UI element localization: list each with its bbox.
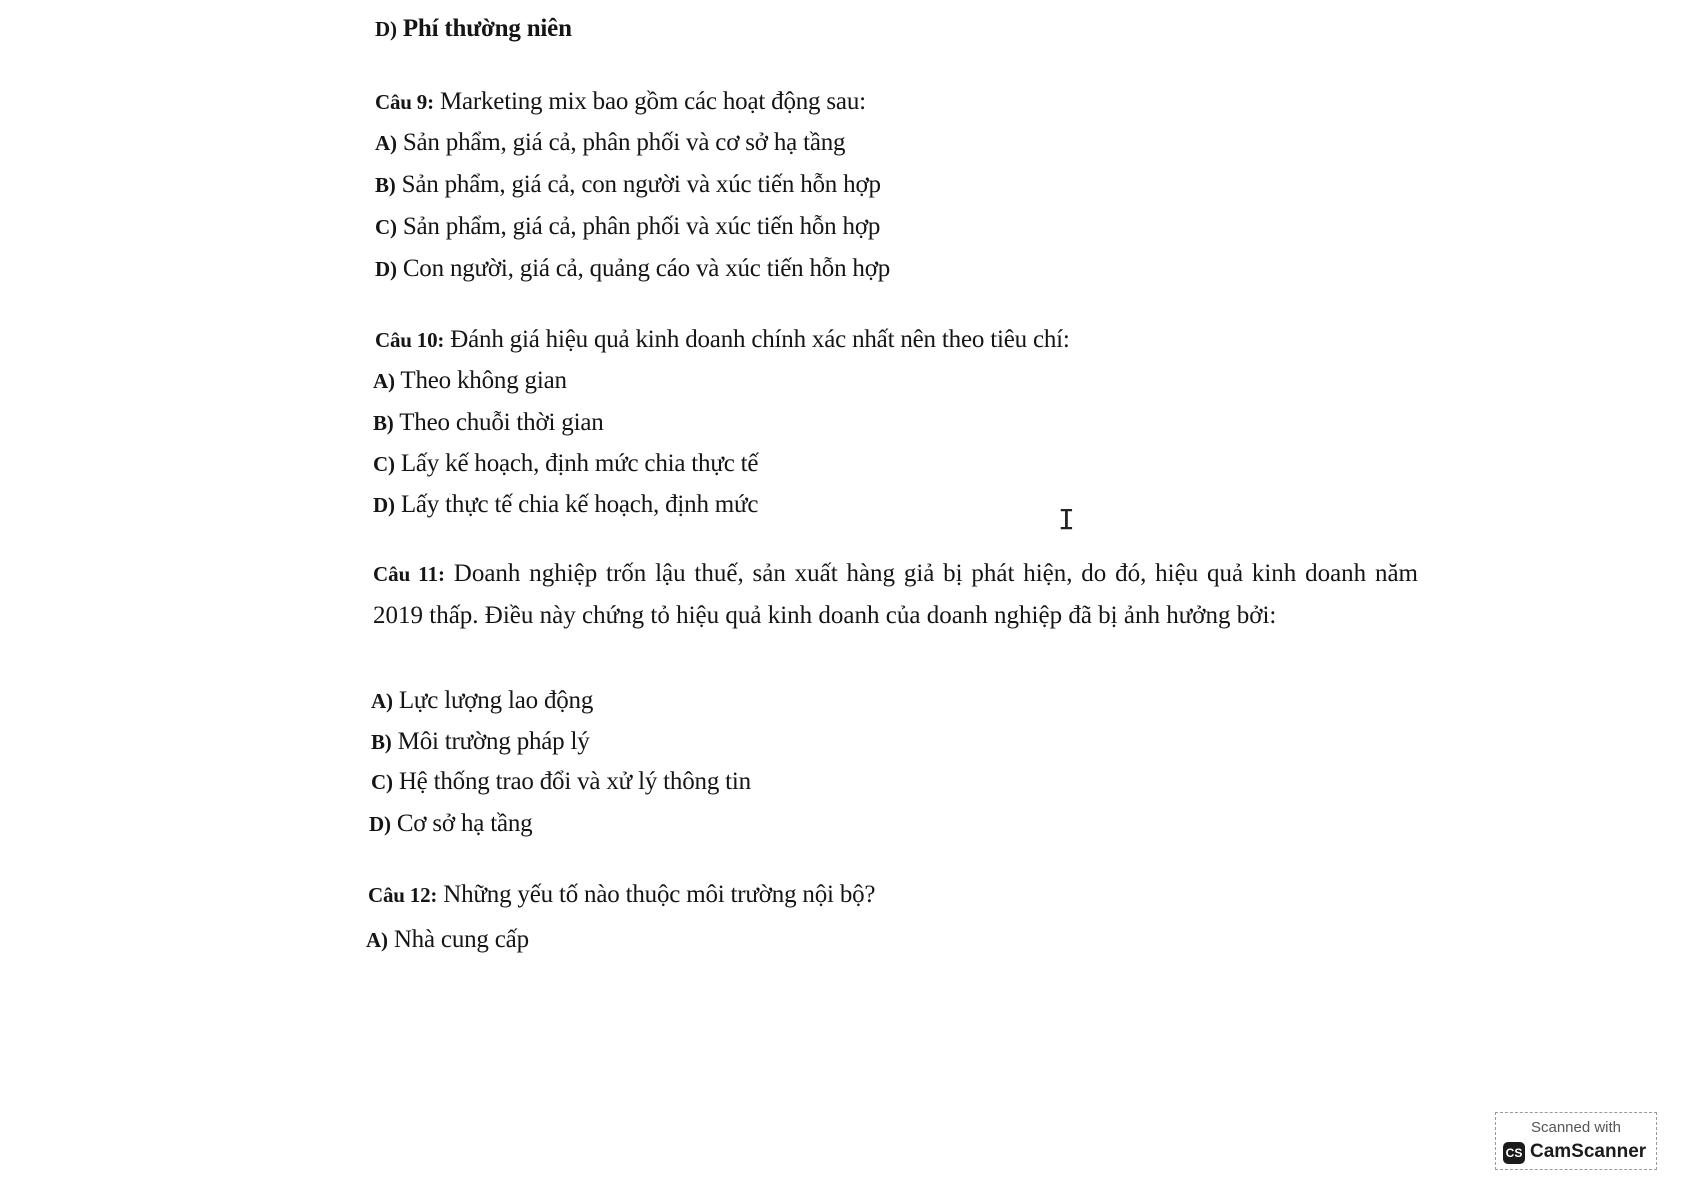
question-9-option-a: [375, 128, 845, 158]
watermark-caption: Scanned with: [1530, 1119, 1622, 1136]
question-12-heading: [368, 880, 875, 910]
option-text: Theo không gian: [400, 367, 567, 394]
option-text: Lấy thực tế chia kế hoạch, định mức: [400, 491, 759, 518]
option-text: Sản phẩm, giá cả, con người và xúc tiến hỗn hợp: [401, 171, 881, 198]
option-text: Con người, giá cả, quảng cáo và xúc tiến hỗn hợp: [402, 255, 891, 282]
option-text: Sản phẩm, giá cả, phân phối và xúc tiến hỗn hợp: [402, 213, 881, 240]
question-12-option-a: [366, 925, 529, 955]
option-letter: D): [373, 493, 395, 517]
option-text: Lực lượng lao động: [398, 687, 594, 714]
option-letter: B): [371, 730, 392, 754]
question-10-option-d: [373, 490, 758, 520]
question-text: Marketing mix bao gồm các hoạt động sau:: [439, 88, 866, 115]
question-11-heading: [373, 553, 1418, 637]
option-letter: B): [373, 411, 394, 435]
question-10-option-a: [373, 366, 567, 396]
option-text: Lấy kế hoạch, định mức chia thực tế: [400, 450, 759, 477]
question-label: Câu 10:: [375, 328, 445, 352]
option-letter: C): [373, 452, 395, 476]
option-letter: B): [375, 173, 396, 197]
question-label: Câu 12:: [368, 883, 438, 907]
option-text: Sản phẩm, giá cả, phân phối và cơ sở hạ tầng: [402, 129, 846, 156]
watermark-brand: CamScanner: [1530, 1141, 1647, 1162]
question-10-heading: [375, 325, 1070, 355]
question-11-option-a: [371, 686, 593, 716]
option-letter: C): [375, 215, 397, 239]
question-text: Doanh nghiệp trốn lậu thuế, sản xuất hàng giả bị phát hiện, do đó, hiệu quả kinh doanh năm 2019 thấp. Điều này chứng tỏ hiệu quả kinh doanh của doanh nghiệp đã bị ảnh hưởng bởi:: [373, 560, 1418, 629]
option-letter: A): [371, 689, 393, 713]
option-letter: D): [369, 812, 391, 836]
question-11-option-d: [369, 809, 532, 839]
option-text: Nhà cung cấp: [393, 926, 529, 953]
camscanner-logo-icon: CS: [1503, 1142, 1525, 1164]
question-label: Câu 9:: [375, 90, 434, 114]
question-10-option-c: [373, 449, 758, 479]
question-text: Những yếu tố nào thuộc môi trường nội bộ?: [443, 881, 876, 908]
question-9-heading: [375, 87, 866, 117]
option-text: Cơ sở hạ tầng: [396, 810, 533, 837]
option-text: Theo chuỗi thời gian: [399, 409, 604, 436]
option-letter: A): [366, 928, 388, 952]
option-text: Phí thường niên: [402, 15, 572, 42]
question-9-option-c: [375, 212, 880, 242]
camscanner-watermark: [1495, 1112, 1657, 1170]
question-9-option-d: [375, 254, 890, 284]
question-11-option-b: [371, 727, 590, 757]
option-text: Hệ thống trao đổi và xử lý thông tin: [398, 768, 751, 795]
question-11-option-c: [371, 767, 751, 797]
option-letter: D): [375, 257, 397, 281]
question-label: Câu 11:: [373, 562, 445, 586]
option-letter: C): [371, 770, 393, 794]
question-9-option-b: [375, 170, 881, 200]
option-letter: A): [375, 131, 397, 155]
prev-option-d: [375, 14, 572, 44]
option-text: Môi trường pháp lý: [397, 728, 590, 755]
option-letter: A): [373, 369, 395, 393]
option-letter: D): [375, 17, 397, 41]
text-cursor-icon: I: [1058, 503, 1075, 536]
question-10-option-b: [373, 408, 604, 438]
question-text: Đánh giá hiệu quả kinh doanh chính xác nhất nên theo tiêu chí:: [450, 326, 1070, 353]
